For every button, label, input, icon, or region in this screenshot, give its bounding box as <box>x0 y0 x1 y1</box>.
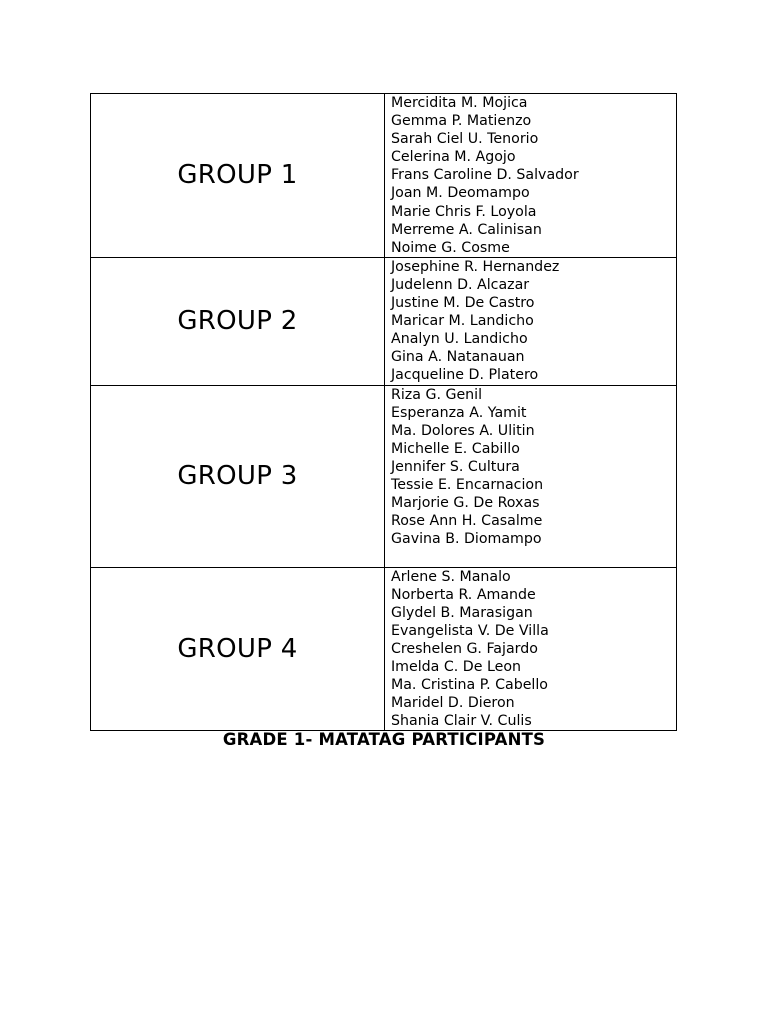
member-list <box>385 94 677 258</box>
group-row <box>91 385 677 567</box>
member-name: Esperanza A. Yamit <box>391 404 527 421</box>
group-label-cell <box>91 94 385 258</box>
member-list <box>385 385 677 567</box>
member-name: Noime G. Cosme <box>391 239 510 256</box>
member-name: Frans Caroline D. Salvador <box>391 167 579 184</box>
group-label: GROUP 3 <box>177 461 298 491</box>
group-label: GROUP 2 <box>177 306 298 337</box>
member-name: Imelda C. De Leon <box>391 658 522 675</box>
member-name: Marjorie G. De Roxas <box>391 495 540 512</box>
member-name: Maridel D. Dieron <box>391 695 515 712</box>
group-row <box>91 567 677 731</box>
member-name: Jacqueline D. Platero <box>391 367 539 384</box>
page-title: GRADE 1- MATATAG PARTICIPANTS <box>222 730 546 749</box>
group-row <box>91 94 677 258</box>
member-name: Sarah Ciel U. Tenorio <box>391 131 539 148</box>
member-name: Arlene S. Manalo <box>391 568 511 585</box>
member-name: Rose Ann H. Casalme <box>391 513 543 530</box>
member-name: Shania Clair V. Culis <box>391 713 532 730</box>
member-name: Creshelen G. Fajardo <box>391 640 538 657</box>
member-name: Mercidita M. Mojica <box>391 95 528 111</box>
member-name: Gina A. Natanauan <box>391 349 525 366</box>
group-label: GROUP 4 <box>177 633 298 664</box>
member-name: Jennifer S. Cultura <box>391 458 520 475</box>
group-label-cell <box>91 385 385 567</box>
member-name: Celerina M. Agojo <box>391 149 516 166</box>
member-name: Riza G. Genil <box>391 386 483 403</box>
group-label-cell <box>91 567 385 731</box>
member-name: Maricar M. Landicho <box>391 313 534 330</box>
member-list <box>385 567 677 731</box>
member-name: Analyn U. Landicho <box>391 331 528 348</box>
member-list <box>385 257 677 385</box>
member-name: Evangelista V. De Villa <box>391 622 549 639</box>
member-name: Glydel B. Marasigan <box>391 604 533 621</box>
member-name: Michelle E. Cabillo <box>391 440 520 457</box>
member-name: Merreme A. Calinisan <box>391 221 542 238</box>
member-name: Judelenn D. Alcazar <box>391 276 530 293</box>
member-name: Marie Chris F. Loyola <box>391 203 537 220</box>
member-name: Justine M. De Castro <box>391 295 535 312</box>
member-name: Ma. Cristina P. Cabello <box>391 677 548 694</box>
group-row <box>91 257 677 385</box>
member-name: Gemma P. Matienzo <box>391 113 532 130</box>
member-name: Gavina B. Diomampo <box>391 531 542 548</box>
groups-table <box>90 93 677 731</box>
member-name: Tessie E. Encarnacion <box>391 476 544 493</box>
member-name: Joan M. Deomampo <box>391 185 530 202</box>
member-name: Norberta R. Amande <box>391 586 536 603</box>
member-name: Ma. Dolores A. Ulitin <box>391 422 535 439</box>
member-name: Josephine R. Hernandez <box>391 258 560 275</box>
group-label: GROUP 1 <box>177 160 298 191</box>
group-label-cell <box>91 257 385 385</box>
